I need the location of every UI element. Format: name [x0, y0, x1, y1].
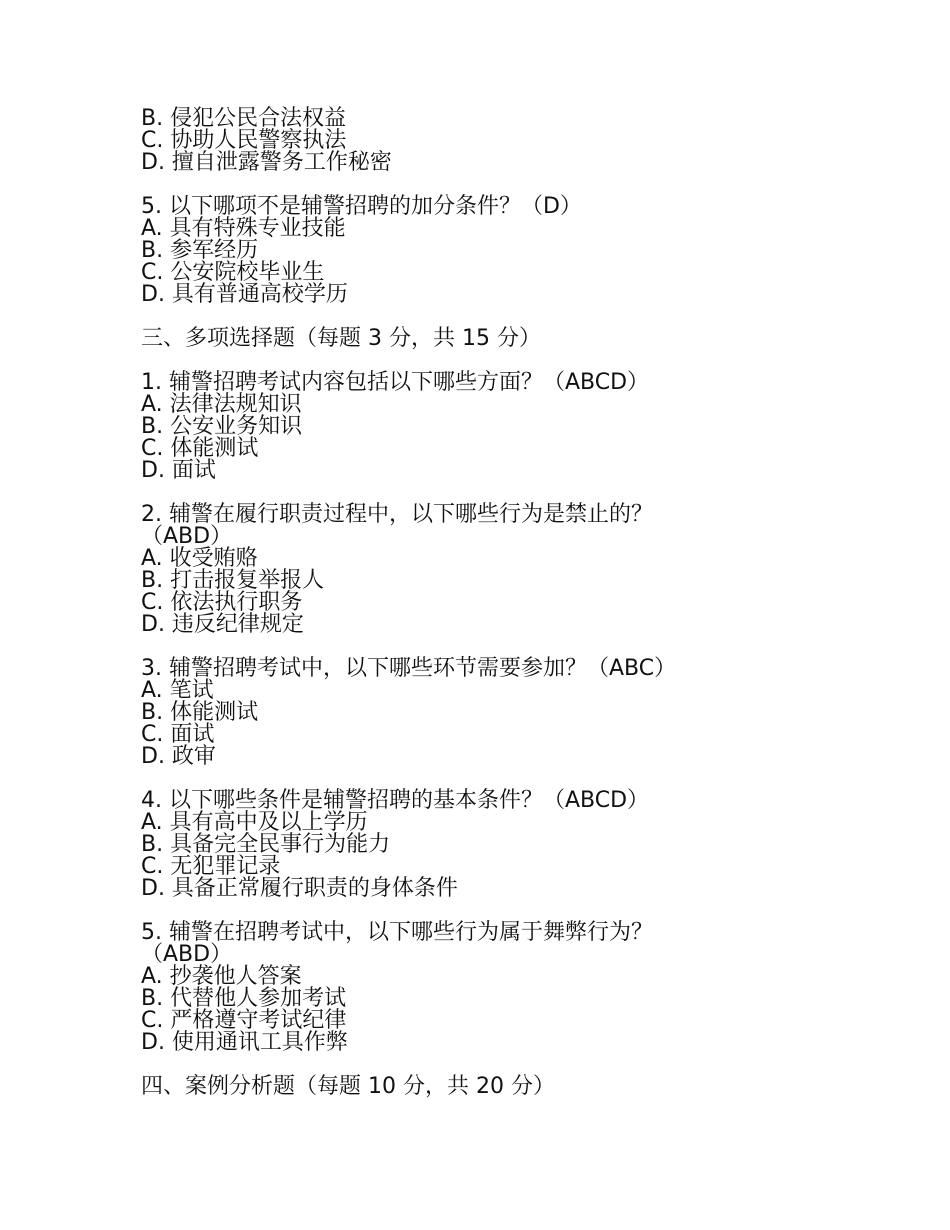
document-body: [141, 108, 741, 1098]
question-text: 1. 辅警招聘考试内容包括以下哪些方面？（ABCD）: [141, 370, 650, 395]
option-line: D. 面试: [141, 458, 216, 483]
option-line: C. 协助人民警察执法: [141, 128, 347, 153]
multiple-choice-question-4: [141, 790, 741, 900]
option-line: B. 打击报复举报人: [141, 568, 325, 593]
option-line: A. 法律法规知识: [141, 392, 302, 417]
multiple-choice-question-5: [141, 922, 741, 1054]
option-line: A. 笔试: [141, 678, 214, 703]
option-line: B. 体能测试: [141, 700, 259, 725]
option-line: D. 具备正常履行职责的身体条件: [141, 876, 458, 901]
multiple-choice-question-1: [141, 372, 741, 482]
section-title-case-analysis: 四、案例分析题（每题 10 分，共 20 分）: [141, 1074, 555, 1099]
option-line: D. 擅自泄露警务工作秘密: [141, 150, 392, 175]
option-line: D. 使用通讯工具作弊: [141, 1030, 348, 1055]
multiple-choice-question-3: [141, 658, 741, 768]
question-text: 2. 辅警在履行职责过程中，以下哪些行为是禁止的？: [141, 502, 653, 527]
option-line: A. 具有高中及以上学历: [141, 810, 368, 835]
option-line: B. 参军经历: [141, 238, 259, 263]
question-answer: （ABD）: [141, 942, 233, 967]
prev-question-options: [141, 108, 741, 174]
option-line: B. 侵犯公民合法权益: [141, 106, 347, 131]
question-answer: （ABD）: [141, 524, 233, 549]
option-line: C. 公安院校毕业生: [141, 260, 325, 285]
option-line: C. 依法执行职务: [141, 590, 303, 615]
section-title-multiple-choice: 三、多项选择题（每题 3 分，共 15 分）: [141, 326, 541, 351]
option-line: D. 违反纪律规定: [141, 612, 304, 637]
option-line: C. 严格遵守考试纪律: [141, 1008, 347, 1033]
option-line: B. 代替他人参加考试: [141, 986, 347, 1011]
option-line: D. 政审: [141, 744, 216, 769]
option-line: D. 具有普通高校学历: [141, 282, 348, 307]
option-line: A. 抄袭他人答案: [141, 964, 302, 989]
question-text: 3. 辅警招聘考试中，以下哪些环节需要参加？（ABC）: [141, 656, 677, 681]
option-line: B. 具备完全民事行为能力: [141, 832, 391, 857]
option-line: C. 体能测试: [141, 436, 259, 461]
option-line: A. 收受贿赂: [141, 546, 258, 571]
question-text: 4. 以下哪些条件是辅警招聘的基本条件？（ABCD）: [141, 788, 650, 813]
option-line: A. 具有特殊专业技能: [141, 216, 346, 241]
option-line: C. 无犯罪记录: [141, 854, 281, 879]
question-text: 5. 以下哪项不是辅警招聘的加分条件？（D）: [141, 194, 582, 219]
single-choice-question-5: [141, 196, 741, 306]
multiple-choice-question-2: [141, 504, 741, 636]
question-text: 5. 辅警在招聘考试中，以下哪些行为属于舞弊行为？: [141, 920, 653, 945]
option-line: C. 面试: [141, 722, 215, 747]
option-line: B. 公安业务知识: [141, 414, 303, 439]
